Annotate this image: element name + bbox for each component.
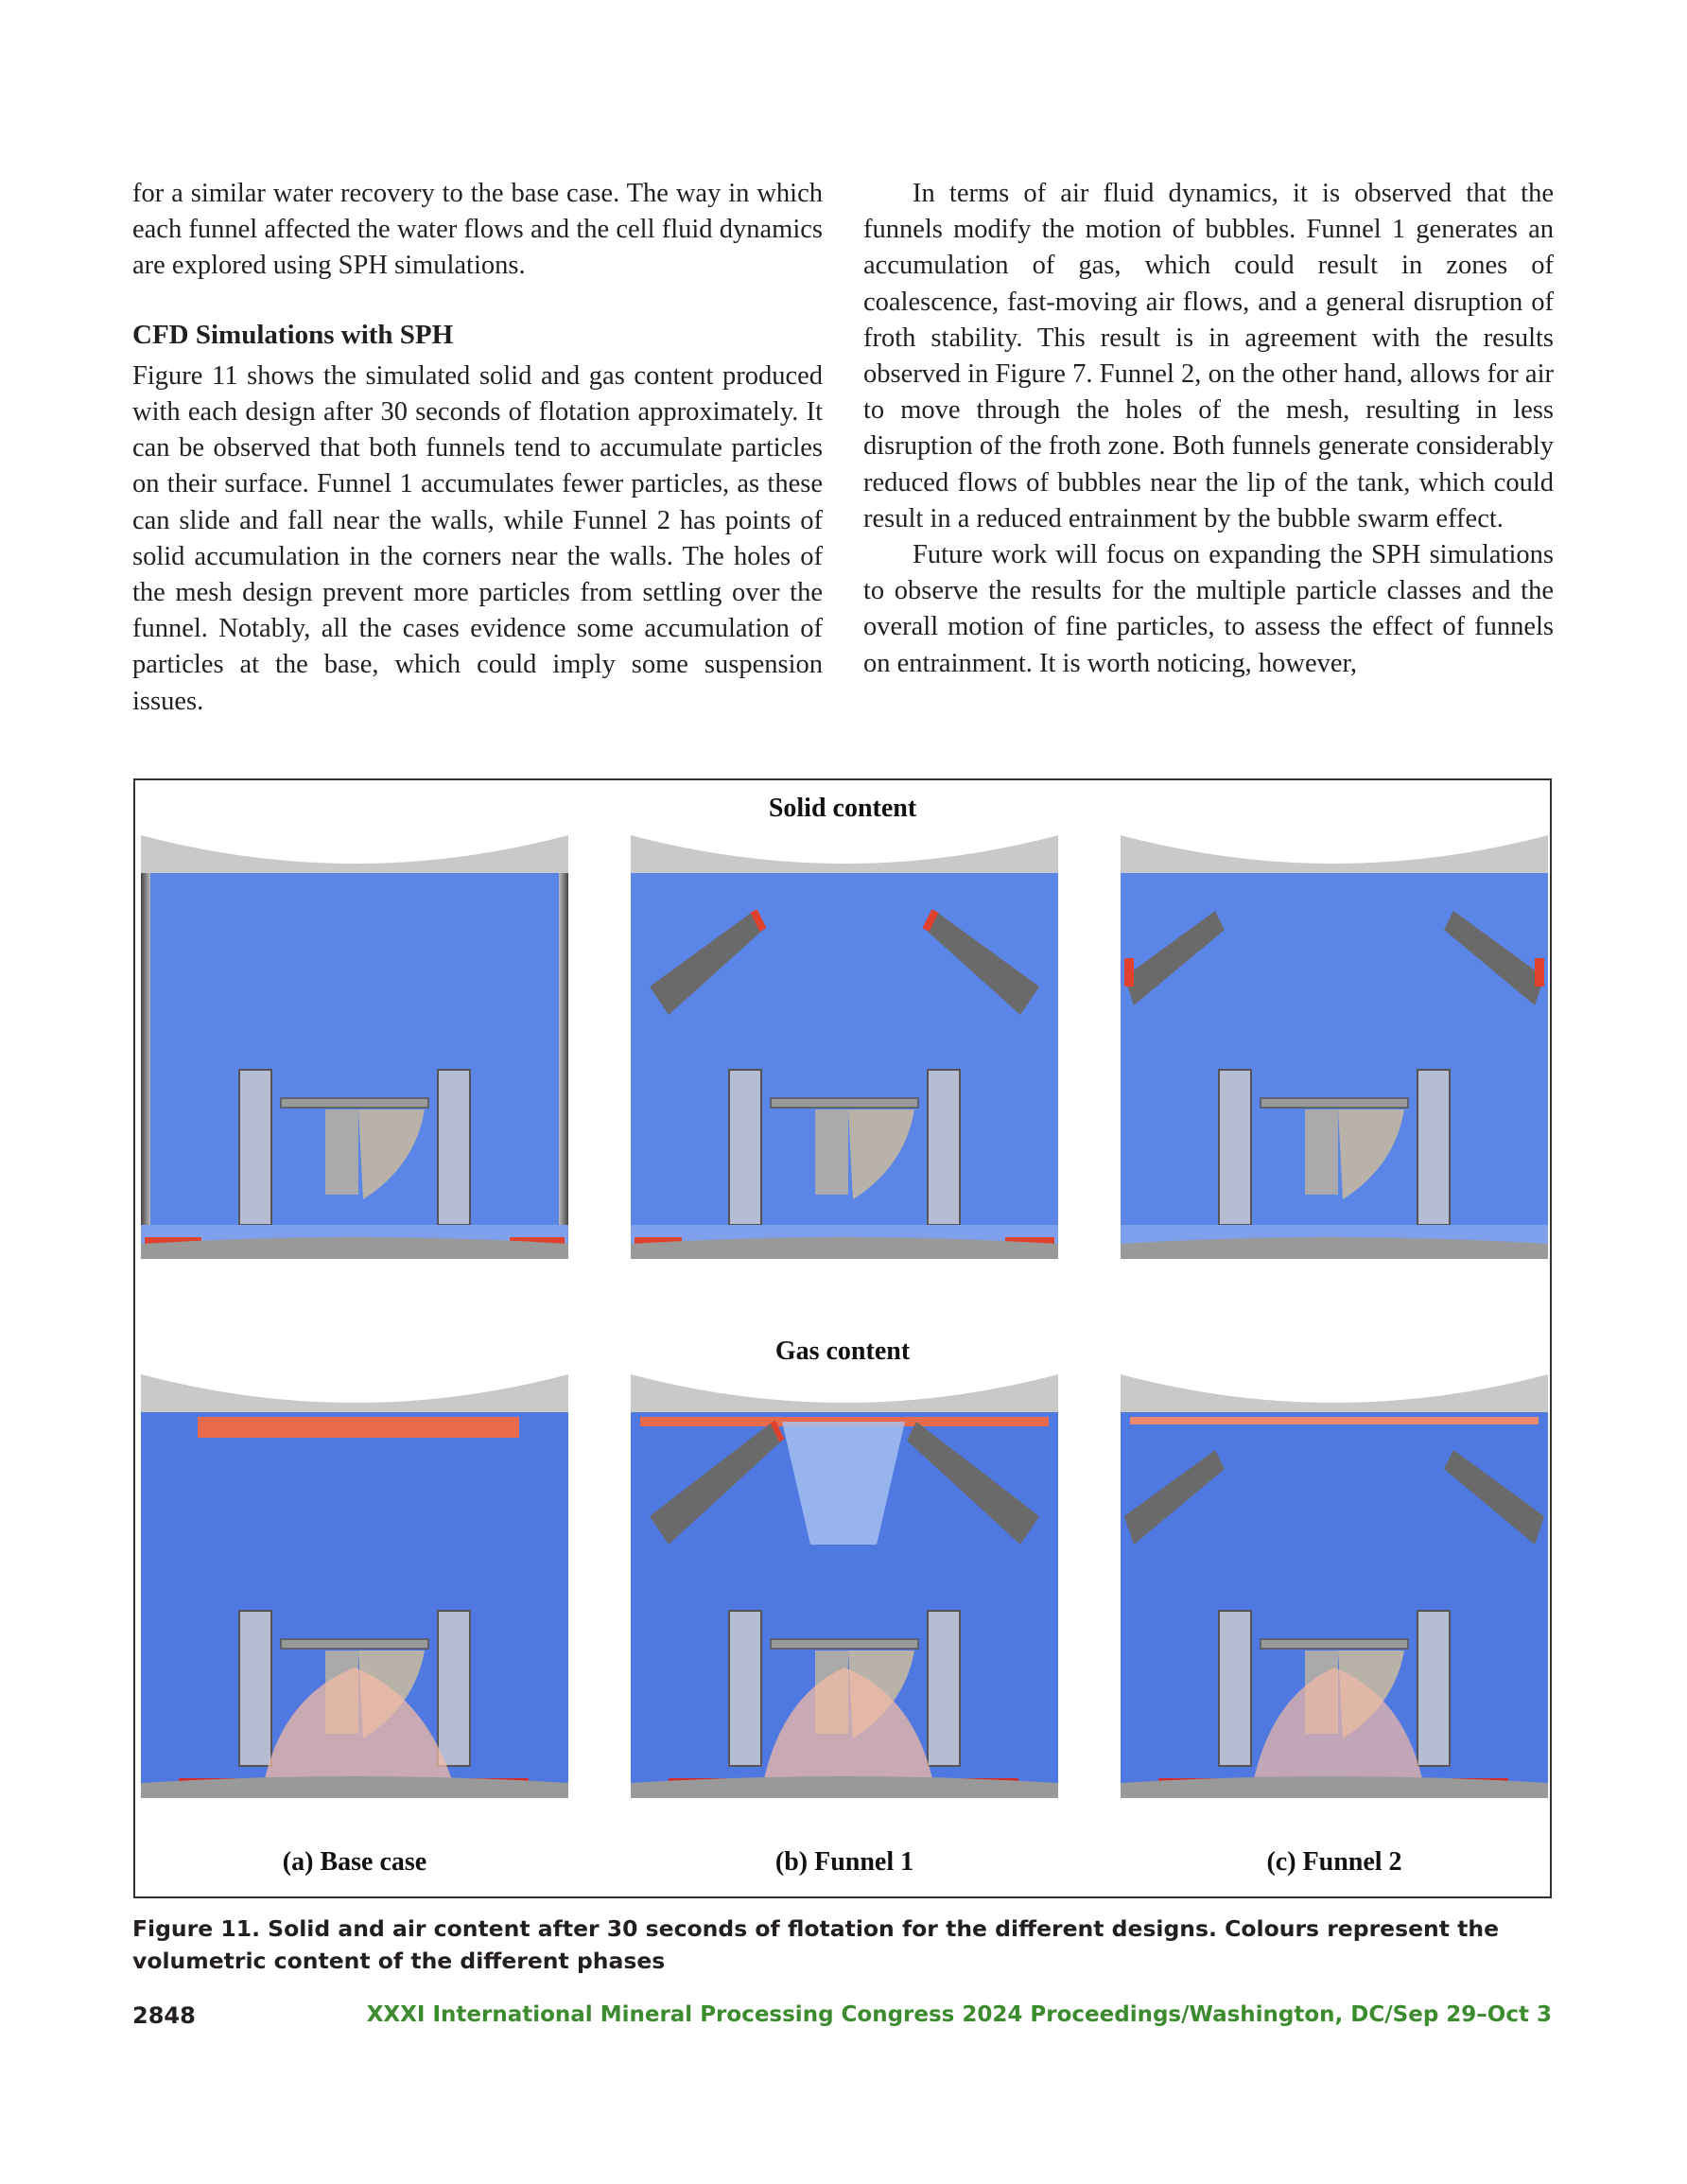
- left-paragraph-2: Figure 11 shows the simulated solid and gas content produced with each design after 30 seconds of flotation approximately. It can be observed that both funnels tend to accumulate particles on their surface. Funnel 1 accumulates fewer particles, as these can slide and fall near the walls, while Funnel 2 has points of solid accumulation in the corners near the walls. The holes of the mesh design prevent more particles from settling over the funnel. Notably, all the cases evidence some accumulation of particles at the base, which could imply some suspension issues.: [132, 360, 823, 716]
- gas-panel-base-case: [141, 1374, 568, 1798]
- right-paragraph-2: Future work will focus on expanding the SPH simulations to observe the results for the multiple particle classes and the overall motion of fine particles, to assess the effect of funnels on entrainment. It is worth noticing, however,: [863, 540, 1554, 678]
- solid-content-title: Solid content: [768, 794, 917, 823]
- gas-content-title: Gas content: [774, 1337, 911, 1366]
- conference-footer: XXXI International Mineral Processing Congress 2024 Proceedings/Washington, DC/Sep 29–Oct 3: [366, 2002, 1552, 2027]
- solid-panel-funnel-1: [631, 835, 1058, 1259]
- left-column: [132, 176, 823, 720]
- label-funnel-2: (c) Funnel 2: [1266, 1847, 1402, 1877]
- section-heading: CFD Simulations with SPH: [132, 319, 454, 350]
- label-base-case: (a) Base case: [282, 1847, 427, 1877]
- gas-panel-funnel-2: [1121, 1374, 1548, 1798]
- gas-panel-funnel-1: [631, 1374, 1058, 1798]
- right-column: [863, 176, 1554, 682]
- right-paragraph-1: In terms of air fluid dynamics, it is observed that the funnels modify the motion of bubbles. Funnel 1 generates an accumulation of gas, which could result in zones of coalescence, fast-moving air flows, and a general disruption of froth stability. This result is in agreement with the results observed in Figure 7. Funnel 2, on the other hand, allows for air to move through the holes of the mesh, resulting in less disruption of the froth zone. Both funnels generate considerably reduced flows of bubbles near the lip of the tank, which could result in a reduced entrainment by the bubble swarm effect.: [863, 179, 1554, 533]
- solid-panel-funnel-2: [1121, 835, 1548, 1259]
- label-funnel-1: (b) Funnel 1: [774, 1847, 914, 1877]
- left-paragraph-1: for a similar water recovery to the base case. The way in which each funnel affected the water flows and the cell fluid dynamics are explored using SPH simulations.: [132, 179, 823, 281]
- figure-11: [133, 778, 1552, 1898]
- solid-panel-base-case: [141, 835, 568, 1259]
- figure-caption: Figure 11. Solid and air content after 30 seconds of flotation for the different designs. Colours represent the volumetric content of the different phases: [132, 1915, 1500, 1974]
- page-number: 2848: [132, 2002, 196, 2029]
